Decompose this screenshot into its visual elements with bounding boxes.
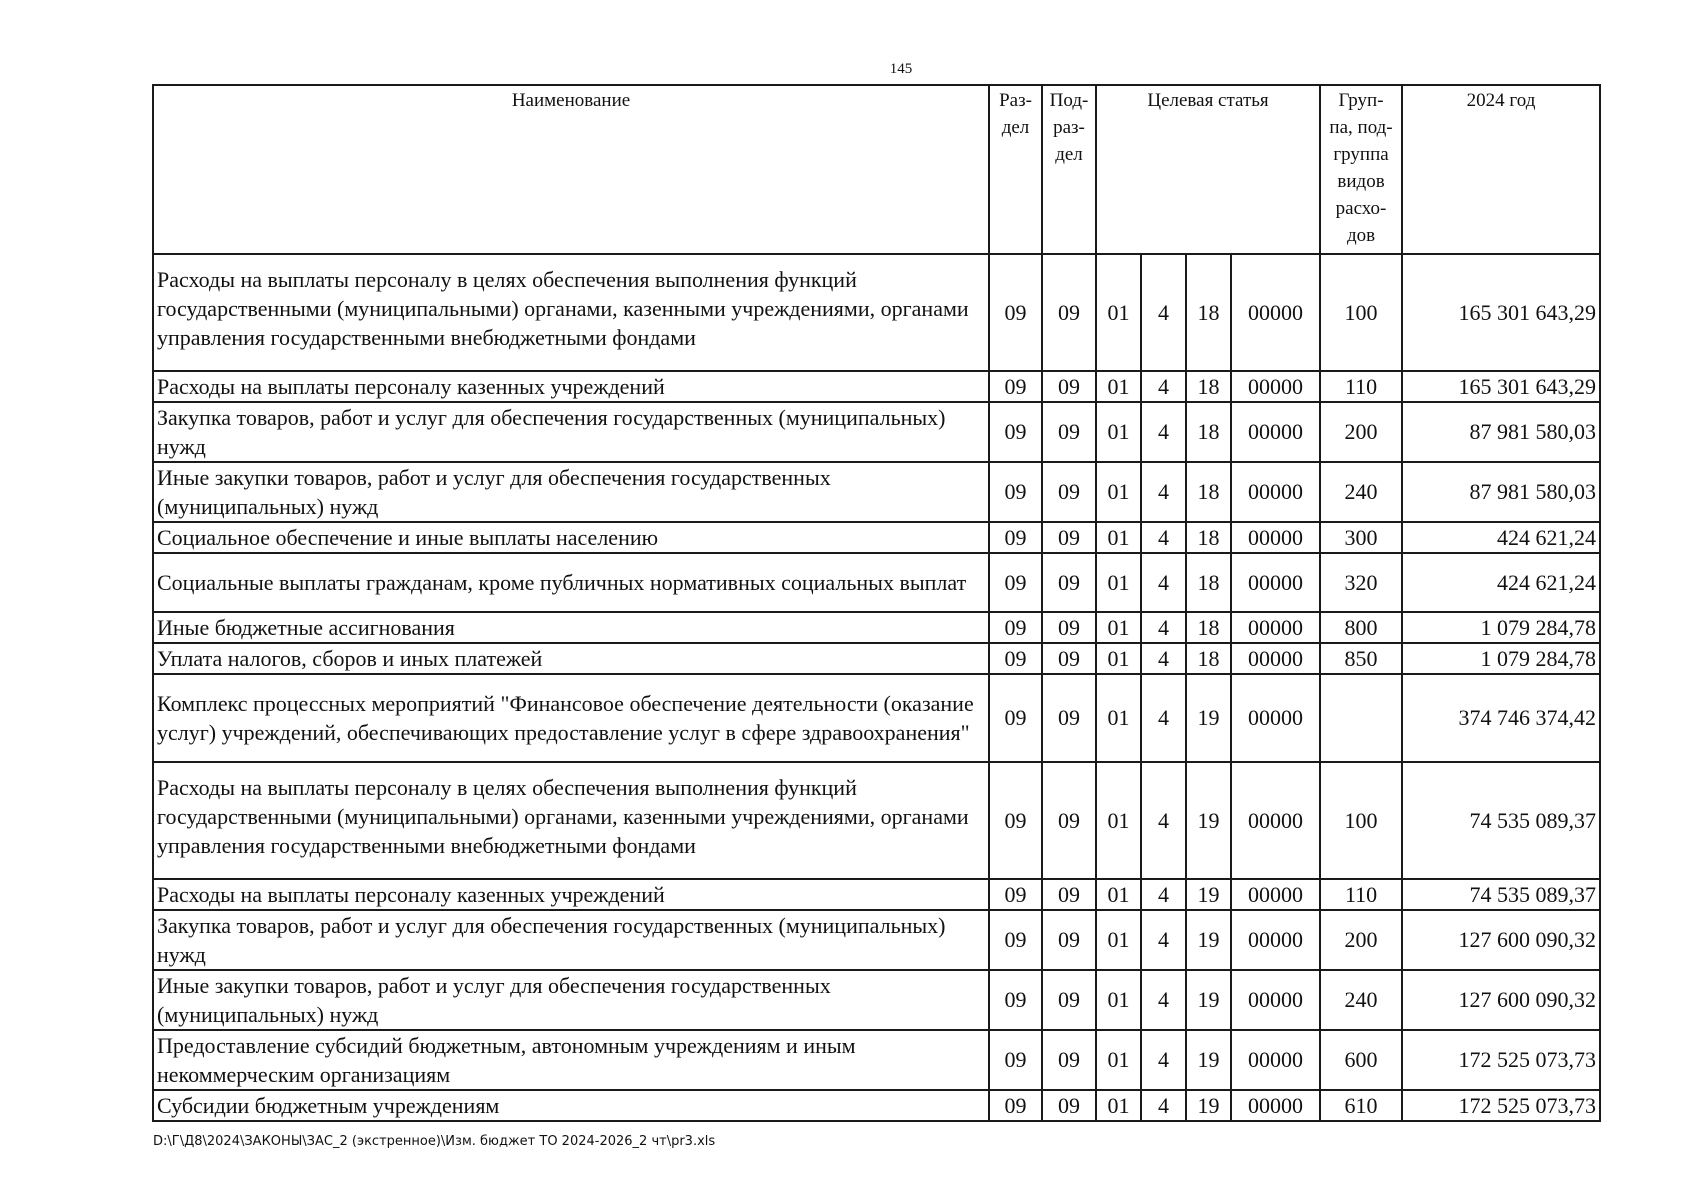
table-row [153,1090,1600,1121]
row-target-code: 00000 [1231,643,1320,674]
row-target-complex: 18 [1186,553,1231,612]
header-expense-group: Груп- па, под- группа видов расхо- дов [1320,85,1402,254]
row-podrazdel: 09 [1042,522,1096,553]
footer-file-path: D:\Г\Д8\2024\ЗАКОНЫ\ЗАС_2 (экстренное)\Изм. бюджет ТО 2024-2026_2 чт\pr3.xls [153,1134,716,1149]
table-row [153,254,1600,371]
row-expense-group: 800 [1320,612,1402,643]
row-name: Социальные выплаты гражданам, кроме публичных нормативных социальных выплат [153,553,989,612]
row-expense-group: 200 [1320,910,1402,970]
header-year-2024: 2024 год [1402,85,1600,254]
row-target-complex: 19 [1186,762,1231,879]
row-target-code: 00000 [1231,612,1320,643]
page-number: 145 [889,61,913,77]
row-target-code: 00000 [1231,371,1320,402]
row-target-type: 4 [1141,254,1186,371]
row-amount: 87 981 580,03 [1402,462,1600,522]
row-expense-group: 600 [1320,1030,1402,1090]
row-target-type: 4 [1141,402,1186,462]
table-row [153,970,1600,1030]
row-target-complex: 19 [1186,674,1231,762]
row-target-program: 01 [1096,462,1141,522]
row-target-code: 00000 [1231,522,1320,553]
row-name: Уплата налогов, сборов и иных платежей [153,643,989,674]
row-podrazdel: 09 [1042,462,1096,522]
row-target-type: 4 [1141,910,1186,970]
table-row [153,553,1600,612]
row-expense-group: 240 [1320,970,1402,1030]
row-target-code: 00000 [1231,1030,1320,1090]
row-razdel: 09 [989,612,1042,643]
row-podrazdel: 09 [1042,762,1096,879]
row-target-code: 00000 [1231,762,1320,879]
row-target-program: 01 [1096,371,1141,402]
row-target-program: 01 [1096,402,1141,462]
row-amount: 165 301 643,29 [1402,254,1600,371]
table-row [153,371,1600,402]
row-name: Субсидии бюджетным учреждениям [153,1090,989,1121]
row-target-program: 01 [1096,674,1141,762]
row-razdel: 09 [989,522,1042,553]
row-target-type: 4 [1141,762,1186,879]
row-target-complex: 19 [1186,879,1231,910]
row-name: Расходы на выплаты персоналу казенных учреждений [153,879,989,910]
row-amount: 374 746 374,42 [1402,674,1600,762]
row-target-code: 00000 [1231,553,1320,612]
row-name: Расходы на выплаты персоналу казенных учреждений [153,371,989,402]
row-podrazdel: 09 [1042,643,1096,674]
row-razdel: 09 [989,970,1042,1030]
row-amount: 424 621,24 [1402,553,1600,612]
row-target-complex: 18 [1186,522,1231,553]
table-row [153,879,1600,910]
row-amount: 172 525 073,73 [1402,1030,1600,1090]
row-amount: 74 535 089,37 [1402,762,1600,879]
row-amount: 1 079 284,78 [1402,612,1600,643]
row-name: Закупка товаров, работ и услуг для обеспечения государственных (муниципальных) нужд [153,402,989,462]
row-razdel: 09 [989,371,1042,402]
table-row [153,643,1600,674]
header-podrazdel: Под- раз- дел [1042,85,1096,254]
row-razdel: 09 [989,762,1042,879]
header-razdel: Раз- дел [989,85,1042,254]
row-podrazdel: 09 [1042,254,1096,371]
table-row [153,762,1600,879]
budget-table [152,84,1601,1122]
row-expense-group: 320 [1320,553,1402,612]
row-amount: 172 525 073,73 [1402,1090,1600,1121]
row-target-program: 01 [1096,970,1141,1030]
table-row [153,1030,1600,1090]
row-razdel: 09 [989,1090,1042,1121]
row-target-complex: 18 [1186,254,1231,371]
row-amount: 87 981 580,03 [1402,402,1600,462]
row-target-type: 4 [1141,371,1186,402]
row-name: Социальное обеспечение и иные выплаты населению [153,522,989,553]
row-target-program: 01 [1096,1030,1141,1090]
row-target-type: 4 [1141,612,1186,643]
row-expense-group: 110 [1320,371,1402,402]
row-name: Расходы на выплаты персоналу в целях обеспечения выполнения функций государственными (муниципальными) органами, казенными учреждениями, органами управления государственными внебюджетными фондами [153,254,989,371]
row-target-code: 00000 [1231,254,1320,371]
row-target-program: 01 [1096,612,1141,643]
row-razdel: 09 [989,643,1042,674]
row-name: Комплекс процессных мероприятий "Финансовое обеспечение деятельности (оказание услуг) учреждений, обеспечивающих предоставление услуг в сфере здравоохранения" [153,674,989,762]
row-target-complex: 19 [1186,910,1231,970]
row-expense-group: 610 [1320,1090,1402,1121]
row-target-code: 00000 [1231,462,1320,522]
row-expense-group: 240 [1320,462,1402,522]
row-target-type: 4 [1141,970,1186,1030]
row-target-code: 00000 [1231,1090,1320,1121]
row-razdel: 09 [989,553,1042,612]
header-target-article: Целевая статья [1096,85,1320,254]
row-name: Иные бюджетные ассигнования [153,612,989,643]
row-expense-group [1320,674,1402,762]
row-target-type: 4 [1141,1030,1186,1090]
row-podrazdel: 09 [1042,879,1096,910]
row-razdel: 09 [989,254,1042,371]
row-razdel: 09 [989,879,1042,910]
row-target-complex: 19 [1186,970,1231,1030]
table-row [153,910,1600,970]
row-target-complex: 18 [1186,643,1231,674]
row-target-code: 00000 [1231,879,1320,910]
table-row [153,462,1600,522]
row-target-type: 4 [1141,522,1186,553]
header-name: Наименование [153,85,989,254]
row-podrazdel: 09 [1042,371,1096,402]
row-target-program: 01 [1096,879,1141,910]
row-target-program: 01 [1096,522,1141,553]
row-name: Закупка товаров, работ и услуг для обеспечения государственных (муниципальных) нужд [153,910,989,970]
row-target-program: 01 [1096,910,1141,970]
row-name: Иные закупки товаров, работ и услуг для обеспечения государственных (муниципальных) нужд [153,462,989,522]
row-expense-group: 850 [1320,643,1402,674]
row-amount: 1 079 284,78 [1402,643,1600,674]
table-row [153,402,1600,462]
row-target-code: 00000 [1231,970,1320,1030]
row-podrazdel: 09 [1042,674,1096,762]
row-target-code: 00000 [1231,910,1320,970]
row-target-program: 01 [1096,643,1141,674]
table-row [153,612,1600,643]
row-target-complex: 18 [1186,462,1231,522]
row-target-complex: 18 [1186,402,1231,462]
row-target-complex: 19 [1186,1030,1231,1090]
row-target-complex: 18 [1186,371,1231,402]
row-razdel: 09 [989,910,1042,970]
row-razdel: 09 [989,462,1042,522]
row-podrazdel: 09 [1042,1090,1096,1121]
row-podrazdel: 09 [1042,612,1096,643]
row-podrazdel: 09 [1042,1030,1096,1090]
row-target-type: 4 [1141,1090,1186,1121]
row-amount: 127 600 090,32 [1402,910,1600,970]
row-target-code: 00000 [1231,674,1320,762]
row-name: Предоставление субсидий бюджетным, автономным учреждениям и иным некоммерческим организациям [153,1030,989,1090]
row-target-complex: 19 [1186,1090,1231,1121]
row-target-type: 4 [1141,674,1186,762]
row-podrazdel: 09 [1042,910,1096,970]
row-target-complex: 18 [1186,612,1231,643]
row-target-type: 4 [1141,879,1186,910]
row-amount: 127 600 090,32 [1402,970,1600,1030]
row-expense-group: 100 [1320,254,1402,371]
row-expense-group: 100 [1320,762,1402,879]
row-podrazdel: 09 [1042,970,1096,1030]
row-expense-group: 200 [1320,402,1402,462]
row-target-type: 4 [1141,553,1186,612]
row-name: Иные закупки товаров, работ и услуг для обеспечения государственных (муниципальных) нужд [153,970,989,1030]
row-razdel: 09 [989,1030,1042,1090]
row-target-program: 01 [1096,762,1141,879]
row-name: Расходы на выплаты персоналу в целях обеспечения выполнения функций государственными (муниципальными) органами, казенными учреждениями, органами управления государственными внебюджетными фондами [153,762,989,879]
row-target-type: 4 [1141,462,1186,522]
table-row [153,674,1600,762]
row-podrazdel: 09 [1042,553,1096,612]
row-target-code: 00000 [1231,402,1320,462]
row-expense-group: 300 [1320,522,1402,553]
row-target-program: 01 [1096,254,1141,371]
row-amount: 424 621,24 [1402,522,1600,553]
row-amount: 74 535 089,37 [1402,879,1600,910]
row-target-program: 01 [1096,1090,1141,1121]
row-amount: 165 301 643,29 [1402,371,1600,402]
row-expense-group: 110 [1320,879,1402,910]
row-razdel: 09 [989,674,1042,762]
row-razdel: 09 [989,402,1042,462]
row-target-type: 4 [1141,643,1186,674]
row-target-program: 01 [1096,553,1141,612]
table-row [153,522,1600,553]
row-podrazdel: 09 [1042,402,1096,462]
header-row [153,85,1600,254]
